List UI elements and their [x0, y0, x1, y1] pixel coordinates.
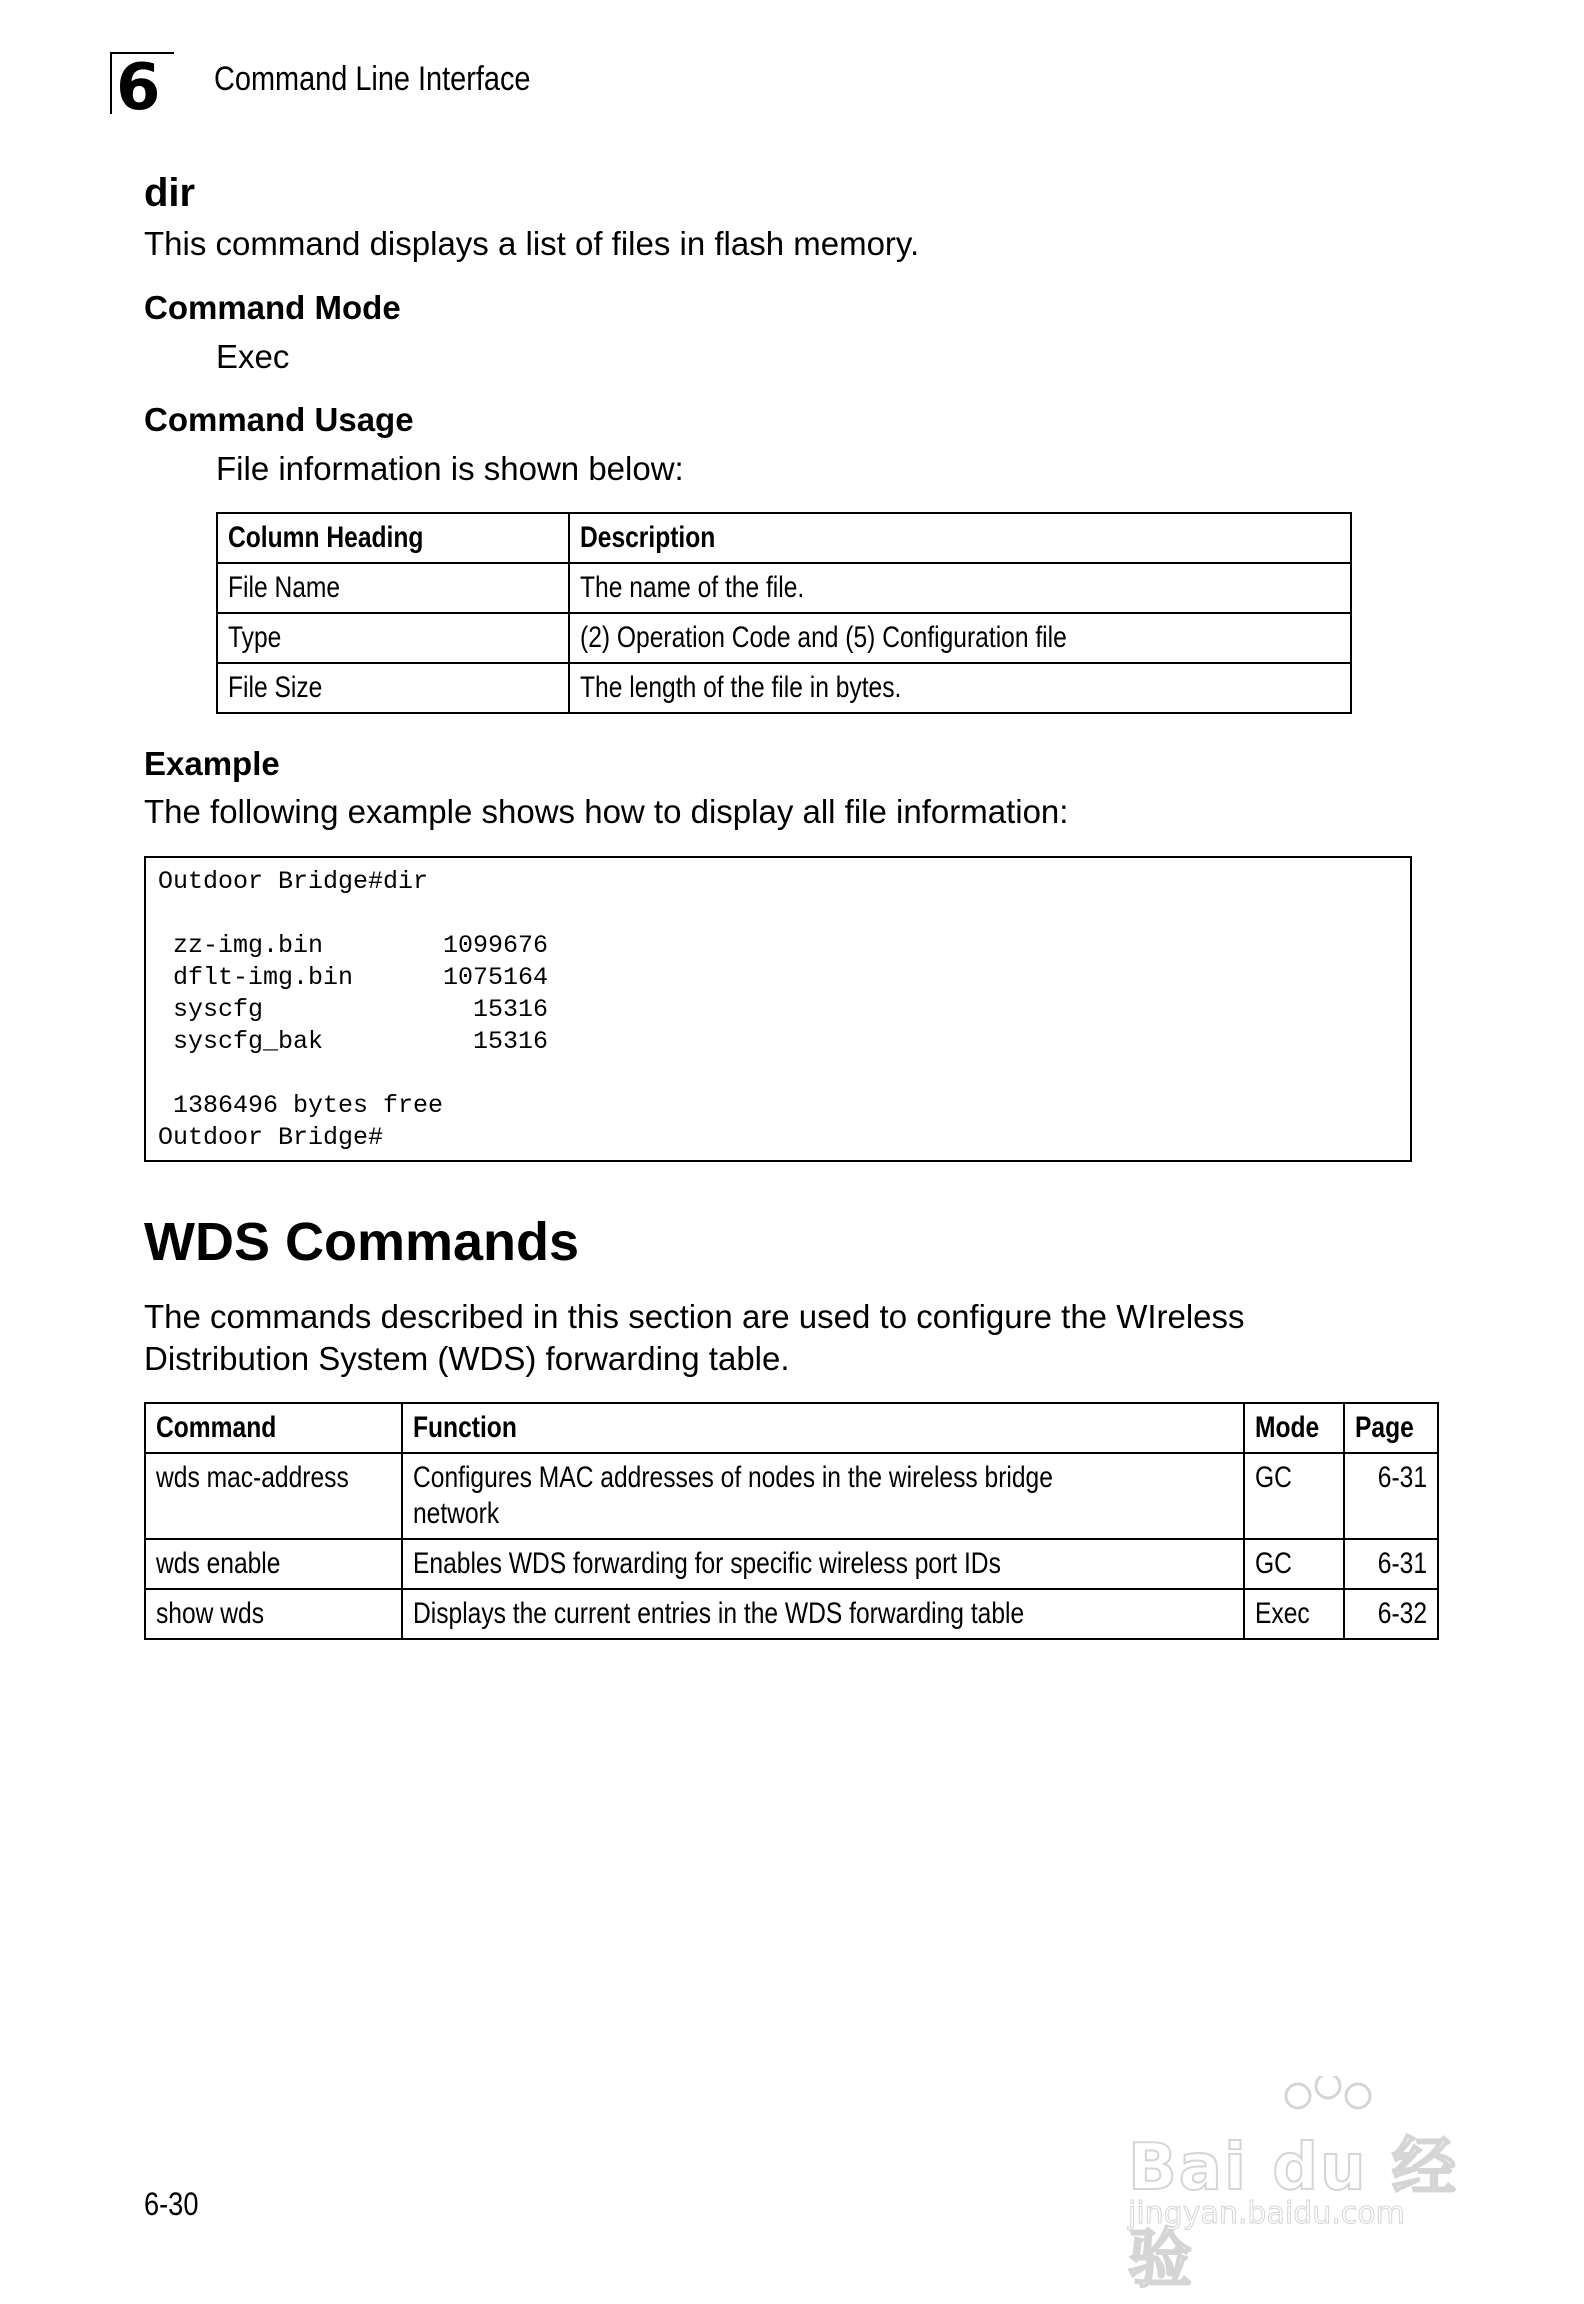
wds-commands-table [144, 1402, 1439, 1640]
table-cell: (2) Operation Code and (5) Configuration file [569, 613, 1351, 663]
table-header-cell: Page [1344, 1403, 1438, 1453]
wds-description: The commands described in this section are used to configure the WIreless Distribution System (WDS) forwarding table. [144, 1298, 1245, 1377]
wds-section-title: WDS Commands [144, 1212, 580, 1272]
table-cell: The name of the file. [569, 563, 1351, 613]
command-usage-text: File information is shown below: [216, 450, 684, 487]
table-row [217, 613, 1351, 663]
example-heading: Example [144, 745, 280, 782]
code-line [158, 1058, 1398, 1090]
example-text: The following example shows how to display all file information: [144, 793, 1069, 830]
page-content [144, 170, 1428, 1640]
command-mode-value: Exec [216, 338, 290, 375]
watermark-logo [1118, 2076, 1498, 2297]
table-row [145, 1453, 1438, 1539]
code-example [144, 856, 1412, 1162]
watermark-url: jingyan.baidu.com [1128, 2196, 1405, 2231]
table-header-cell: Function [402, 1403, 1244, 1453]
table-header-row [217, 513, 1351, 563]
table-cell: wds enable [145, 1539, 402, 1589]
code-line: Outdoor Bridge# [158, 1123, 384, 1152]
code-line: zz-img.bin 1099676 [158, 931, 549, 960]
table-cell: wds mac-address [145, 1453, 402, 1539]
code-line: dflt-img.bin 1075164 [158, 963, 549, 992]
dir-description: This command displays a list of files in flash memory. [144, 225, 920, 262]
table-header-cell: Column Heading [217, 513, 569, 563]
table-cell: 6-32 [1344, 1589, 1438, 1639]
table-header-row [145, 1403, 1438, 1453]
table-cell: Enables WDS forwarding for specific wireless port IDs [402, 1539, 1244, 1589]
table-cell: Displays the current entries in the WDS forwarding table [402, 1589, 1244, 1639]
page-number: 6-30 [144, 2186, 199, 2222]
code-line: 1386496 bytes free [158, 1091, 444, 1120]
table-header-cell: Description [569, 513, 1351, 563]
code-line [158, 898, 1398, 930]
table-header-cell: Mode [1244, 1403, 1344, 1453]
code-line: syscfg_bak 15316 [158, 1027, 549, 1056]
table-cell: GC [1244, 1453, 1344, 1539]
chapter-number: 6 [116, 51, 161, 125]
table-cell: File Name [217, 563, 569, 613]
code-line: Outdoor Bridge#dir [158, 867, 429, 896]
table-row [145, 1539, 1438, 1589]
table-cell: The length of the file in bytes. [569, 663, 1351, 713]
table-row [217, 563, 1351, 613]
dir-title: dir [144, 171, 196, 215]
table-cell: GC [1244, 1539, 1344, 1589]
code-line: syscfg 15316 [158, 995, 549, 1024]
table-row [217, 663, 1351, 713]
table-row [145, 1589, 1438, 1639]
command-mode-heading: Command Mode [144, 289, 401, 326]
chapter-title: Command Line Interface [214, 60, 531, 98]
table-cell: Exec [1244, 1589, 1344, 1639]
file-fields-table [216, 512, 1352, 714]
table-cell: File Size [217, 663, 569, 713]
table-cell: Type [217, 613, 569, 663]
table-cell: 6-31 [1344, 1453, 1438, 1539]
command-usage-heading: Command Usage [144, 401, 414, 438]
table-cell: show wds [145, 1589, 402, 1639]
table-cell: 6-31 [1344, 1539, 1438, 1589]
table-header-cell: Command [145, 1403, 402, 1453]
watermark-brand: Bai du 经验 [1128, 2131, 1458, 2297]
table-cell: Configures MAC addresses of nodes in the wireless bridge network [402, 1453, 1244, 1539]
